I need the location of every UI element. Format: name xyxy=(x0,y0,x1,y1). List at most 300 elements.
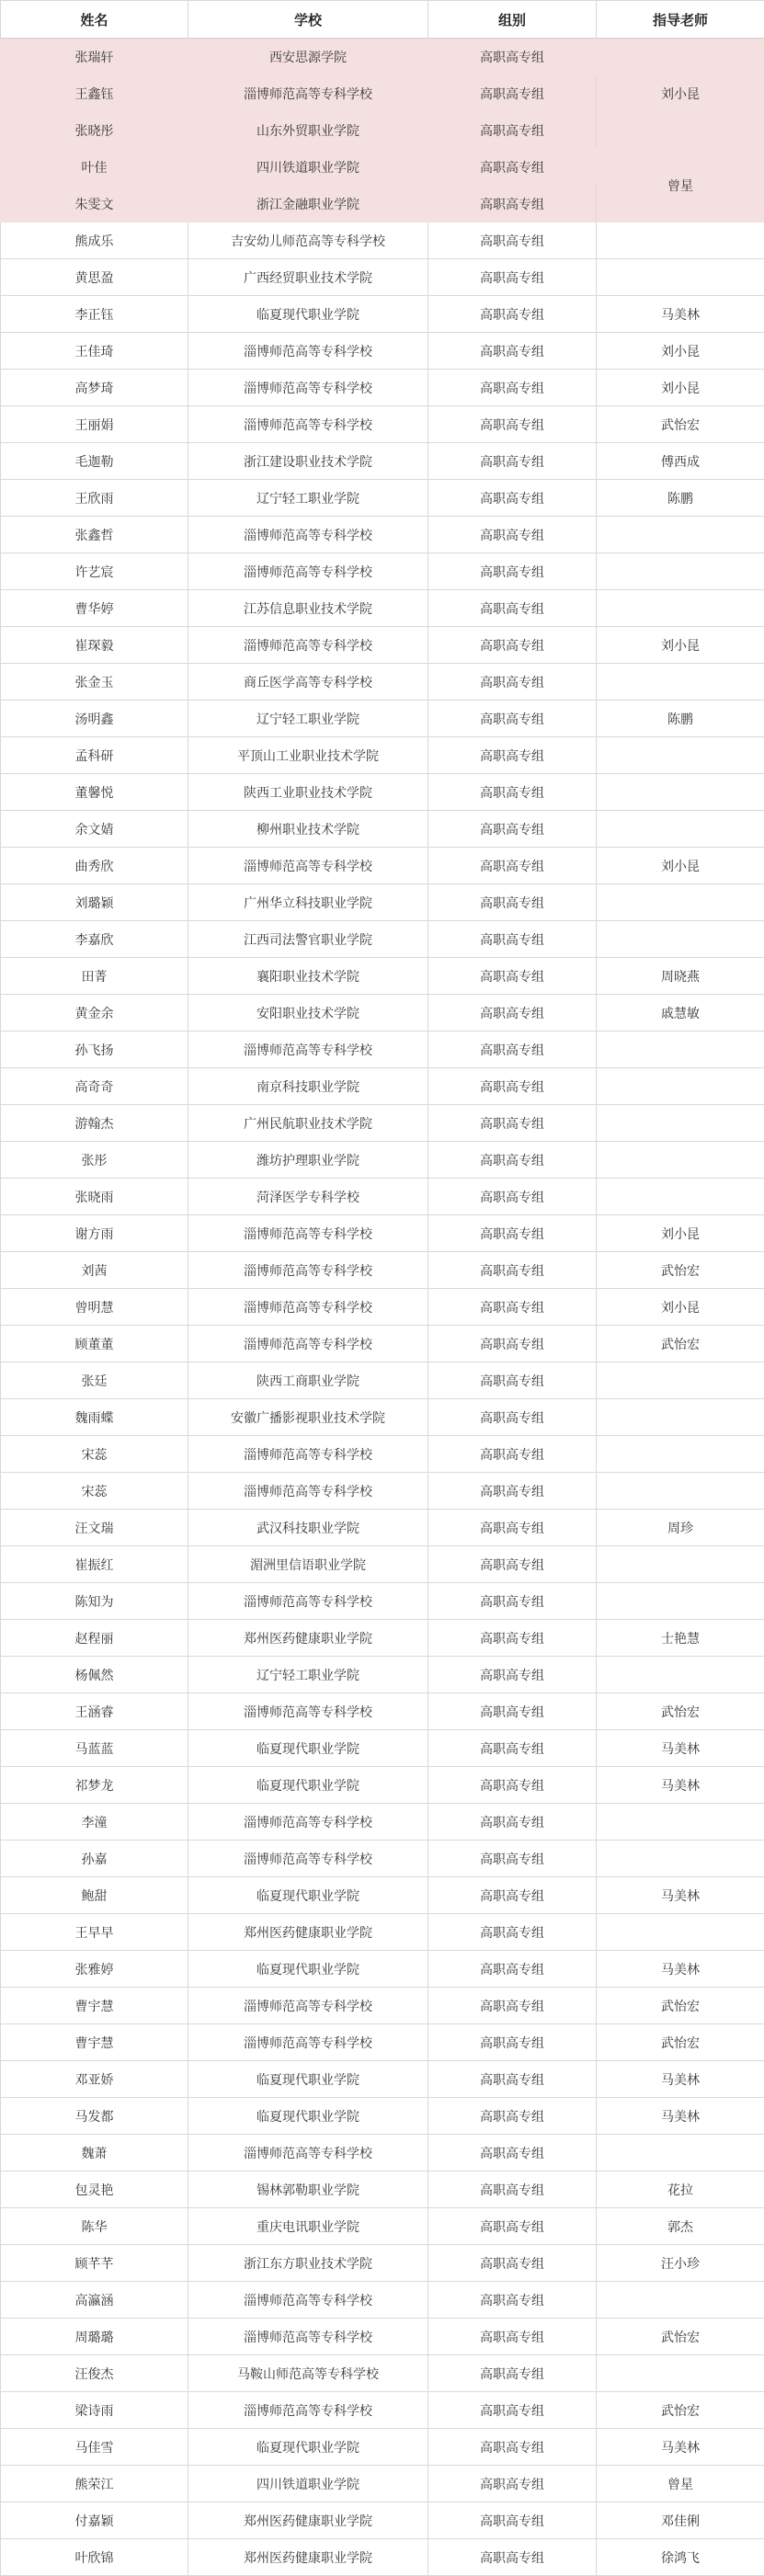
cell-teacher: 马美林 xyxy=(597,1877,764,1914)
table-row xyxy=(1,1068,764,1105)
cell-group: 高职高专组 xyxy=(428,39,597,75)
cell-name: 李潼 xyxy=(1,1804,188,1841)
cell-group: 高职高专组 xyxy=(428,1068,597,1105)
cell-group: 高职高专组 xyxy=(428,1841,597,1877)
cell-school: 四川铁道职业学院 xyxy=(188,2466,428,2502)
cell-school: 淄博师范高等专科学校 xyxy=(188,1032,428,1068)
cell-teacher: 马美林 xyxy=(597,2061,764,2098)
table-row xyxy=(1,2392,764,2429)
cell-name: 曹华婷 xyxy=(1,590,188,627)
cell-teacher xyxy=(597,1362,764,1399)
cell-school: 淄博师范高等专科学校 xyxy=(188,2024,428,2061)
cell-group: 高职高专组 xyxy=(428,1142,597,1179)
cell-name: 崔琛毅 xyxy=(1,627,188,664)
cell-school: 淄博师范高等专科学校 xyxy=(188,2392,428,2429)
cell-school: 西安思源学院 xyxy=(188,39,428,75)
cell-teacher xyxy=(597,774,764,811)
cell-name: 魏萧 xyxy=(1,2135,188,2171)
cell-name: 刘璐颖 xyxy=(1,884,188,921)
cell-school: 淄博师范高等专科学校 xyxy=(188,75,428,112)
cell-name: 宋蕊 xyxy=(1,1473,188,1510)
cell-name: 祁梦龙 xyxy=(1,1767,188,1804)
cell-teacher xyxy=(597,1473,764,1510)
cell-teacher: 马美林 xyxy=(597,1767,764,1804)
cell-name: 宋蕊 xyxy=(1,1436,188,1473)
cell-name: 许艺宸 xyxy=(1,553,188,590)
cell-name: 周璐璐 xyxy=(1,2319,188,2355)
cell-teacher: 马美林 xyxy=(597,2098,764,2135)
table-row xyxy=(1,1988,764,2024)
cell-group: 高职高专组 xyxy=(428,296,597,333)
cell-school: 浙江东方职业技术学院 xyxy=(188,2245,428,2282)
cell-name: 高梦琦 xyxy=(1,370,188,406)
cell-name: 张雅婷 xyxy=(1,1951,188,1988)
cell-group: 高职高专组 xyxy=(428,1546,597,1583)
cell-name: 李嘉欣 xyxy=(1,921,188,958)
cell-teacher xyxy=(597,222,764,259)
table-row xyxy=(1,406,764,443)
cell-group: 高职高专组 xyxy=(428,370,597,406)
table-row xyxy=(1,1032,764,1068)
table-row xyxy=(1,443,764,480)
cell-teacher: 马美林 xyxy=(597,296,764,333)
cell-name: 高奇奇 xyxy=(1,1068,188,1105)
cell-group: 高职高专组 xyxy=(428,1510,597,1546)
table-row xyxy=(1,1510,764,1546)
cell-school: 四川铁道职业学院 xyxy=(188,149,428,186)
table-row xyxy=(1,701,764,737)
cell-school: 郑州医药健康职业学院 xyxy=(188,1620,428,1657)
cell-school: 陕西工业职业技术学院 xyxy=(188,774,428,811)
cell-name: 余文婧 xyxy=(1,811,188,848)
cell-name: 梁诗雨 xyxy=(1,2392,188,2429)
cell-school: 淄博师范高等专科学校 xyxy=(188,406,428,443)
cell-name: 付嘉颖 xyxy=(1,2502,188,2539)
cell-teacher xyxy=(597,1841,764,1877)
cell-school: 武汉科技职业学院 xyxy=(188,1510,428,1546)
cell-teacher: 徐鸿飞 xyxy=(597,2539,764,2576)
cell-name: 赵程丽 xyxy=(1,1620,188,1657)
cell-teacher: 武怡宏 xyxy=(597,2319,764,2355)
cell-group: 高职高专组 xyxy=(428,737,597,774)
table-row xyxy=(1,517,764,553)
cell-group: 高职高专组 xyxy=(428,1362,597,1399)
cell-group: 高职高专组 xyxy=(428,921,597,958)
cell-name: 汪文瑞 xyxy=(1,1510,188,1546)
table-row xyxy=(1,2135,764,2171)
cell-school: 淄博师范高等专科学校 xyxy=(188,1289,428,1326)
cell-teacher: 曾星 xyxy=(597,2466,764,2502)
cell-name: 谢方雨 xyxy=(1,1215,188,1252)
cell-teacher xyxy=(597,1105,764,1142)
cell-group: 高职高专组 xyxy=(428,1436,597,1473)
cell-group: 高职高专组 xyxy=(428,774,597,811)
cell-group: 高职高专组 xyxy=(428,1877,597,1914)
cell-group: 高职高专组 xyxy=(428,1105,597,1142)
cell-teacher xyxy=(597,1914,764,1951)
cell-teacher: 刘小昆 xyxy=(597,848,764,884)
table-row xyxy=(1,1436,764,1473)
cell-group: 高职高专组 xyxy=(428,1583,597,1620)
cell-name: 叶欣锦 xyxy=(1,2539,188,2576)
cell-teacher: 马美林 xyxy=(597,1951,764,1988)
cell-teacher: 刘小昆 xyxy=(597,333,764,370)
cell-group: 高职高专组 xyxy=(428,2061,597,2098)
table-row xyxy=(1,958,764,995)
header-school: 学校 xyxy=(188,1,428,39)
cell-name: 张晓彤 xyxy=(1,112,188,149)
cell-school: 临夏现代职业学院 xyxy=(188,296,428,333)
cell-group: 高职高专组 xyxy=(428,1730,597,1767)
cell-school: 郑州医药健康职业学院 xyxy=(188,2539,428,2576)
cell-school: 淄博师范高等专科学校 xyxy=(188,1473,428,1510)
cell-group: 高职高专组 xyxy=(428,2135,597,2171)
cell-group: 高职高专组 xyxy=(428,664,597,701)
cell-school: 郑州医药健康职业学院 xyxy=(188,1914,428,1951)
cell-name: 王欣雨 xyxy=(1,480,188,517)
cell-name: 陈知为 xyxy=(1,1583,188,1620)
cell-school: 淄博师范高等专科学校 xyxy=(188,517,428,553)
cell-school: 淄博师范高等专科学校 xyxy=(188,1326,428,1362)
cell-teacher: 武怡宏 xyxy=(597,2392,764,2429)
cell-name: 马蓝蓝 xyxy=(1,1730,188,1767)
cell-teacher xyxy=(597,1068,764,1105)
table-row xyxy=(1,2319,764,2355)
cell-teacher: 曾星 xyxy=(597,149,764,222)
cell-teacher xyxy=(597,2135,764,2171)
cell-teacher: 戚慧敏 xyxy=(597,995,764,1032)
table-row xyxy=(1,1179,764,1215)
table-row xyxy=(1,921,764,958)
cell-group: 高职高专组 xyxy=(428,553,597,590)
cell-name: 汤明鑫 xyxy=(1,701,188,737)
cell-name: 马佳雪 xyxy=(1,2429,188,2466)
table-row xyxy=(1,1142,764,1179)
cell-group: 高职高专组 xyxy=(428,259,597,296)
cell-teacher xyxy=(597,2282,764,2319)
cell-teacher: 邓佳俐 xyxy=(597,2502,764,2539)
cell-school: 淄博师范高等专科学校 xyxy=(188,627,428,664)
cell-name: 魏雨蝶 xyxy=(1,1399,188,1436)
cell-name: 马发都 xyxy=(1,2098,188,2135)
table-row xyxy=(1,1289,764,1326)
table-row xyxy=(1,2282,764,2319)
cell-group: 高职高专组 xyxy=(428,333,597,370)
cell-group: 高职高专组 xyxy=(428,75,597,112)
cell-name: 王鑫钰 xyxy=(1,75,188,112)
cell-teacher xyxy=(597,1804,764,1841)
table-row xyxy=(1,627,764,664)
cell-school: 临夏现代职业学院 xyxy=(188,1730,428,1767)
cell-group: 高职高专组 xyxy=(428,2502,597,2539)
cell-group: 高职高专组 xyxy=(428,1473,597,1510)
cell-group: 高职高专组 xyxy=(428,222,597,259)
cell-name: 包灵艳 xyxy=(1,2171,188,2208)
cell-school: 淄博师范高等专科学校 xyxy=(188,1804,428,1841)
cell-teacher: 刘小昆 xyxy=(597,1289,764,1326)
cell-name: 邓亚娇 xyxy=(1,2061,188,2098)
cell-group: 高职高专组 xyxy=(428,2429,597,2466)
cell-school: 南京科技职业学院 xyxy=(188,1068,428,1105)
table-row xyxy=(1,2061,764,2098)
cell-teacher xyxy=(597,553,764,590)
cell-group: 高职高专组 xyxy=(428,701,597,737)
cell-group: 高职高专组 xyxy=(428,2466,597,2502)
cell-group: 高职高专组 xyxy=(428,1399,597,1436)
cell-school: 锡林郭勒职业学院 xyxy=(188,2171,428,2208)
cell-teacher: 武怡宏 xyxy=(597,406,764,443)
cell-school: 马鞍山师范高等专科学校 xyxy=(188,2355,428,2392)
cell-teacher: 花拉 xyxy=(597,2171,764,2208)
table-row xyxy=(1,2208,764,2245)
cell-school: 淄博师范高等专科学校 xyxy=(188,333,428,370)
cell-group: 高职高专组 xyxy=(428,517,597,553)
cell-teacher: 刘小昆 xyxy=(597,39,764,149)
cell-group: 高职高专组 xyxy=(428,1179,597,1215)
cell-name: 王早早 xyxy=(1,1914,188,1951)
cell-school: 淄博师范高等专科学校 xyxy=(188,1693,428,1730)
table-body xyxy=(1,39,764,2576)
cell-teacher: 马美林 xyxy=(597,2429,764,2466)
table-row xyxy=(1,1215,764,1252)
table-row xyxy=(1,259,764,296)
cell-group: 高职高专组 xyxy=(428,1326,597,1362)
cell-group: 高职高专组 xyxy=(428,1914,597,1951)
cell-teacher: 傅西成 xyxy=(597,443,764,480)
header-teacher: 指导老师 xyxy=(597,1,764,39)
cell-name: 董馨悦 xyxy=(1,774,188,811)
cell-group: 高职高专组 xyxy=(428,1693,597,1730)
cell-teacher: 汪小珍 xyxy=(597,2245,764,2282)
header-name: 姓名 xyxy=(1,1,188,39)
cell-school: 临夏现代职业学院 xyxy=(188,2098,428,2135)
cell-group: 高职高专组 xyxy=(428,2245,597,2282)
table-row xyxy=(1,480,764,517)
cell-group: 高职高专组 xyxy=(428,2539,597,2576)
cell-group: 高职高专组 xyxy=(428,2098,597,2135)
cell-teacher: 武怡宏 xyxy=(597,1988,764,2024)
cell-teacher xyxy=(597,1032,764,1068)
table-row xyxy=(1,2355,764,2392)
cell-school: 平顶山工业职业技术学院 xyxy=(188,737,428,774)
table-row xyxy=(1,1693,764,1730)
cell-teacher xyxy=(597,590,764,627)
table-row xyxy=(1,1473,764,1510)
cell-teacher: 武怡宏 xyxy=(597,1326,764,1362)
table-row xyxy=(1,2502,764,2539)
table-row xyxy=(1,1914,764,1951)
table-row xyxy=(1,2171,764,2208)
cell-group: 高职高专组 xyxy=(428,1951,597,1988)
cell-school: 浙江金融职业学院 xyxy=(188,186,428,222)
cell-school: 辽宁轻工职业学院 xyxy=(188,701,428,737)
cell-school: 淄博师范高等专科学校 xyxy=(188,848,428,884)
cell-group: 高职高专组 xyxy=(428,1988,597,2024)
cell-school: 商丘医学高等专科学校 xyxy=(188,664,428,701)
cell-school: 淄博师范高等专科学校 xyxy=(188,553,428,590)
cell-name: 黄思盈 xyxy=(1,259,188,296)
cell-group: 高职高专组 xyxy=(428,149,597,186)
cell-name: 熊荣江 xyxy=(1,2466,188,2502)
cell-name: 张瑞轩 xyxy=(1,39,188,75)
cell-school: 临夏现代职业学院 xyxy=(188,1877,428,1914)
table-header xyxy=(1,1,764,39)
cell-name: 田菁 xyxy=(1,958,188,995)
table-row xyxy=(1,848,764,884)
table-row xyxy=(1,1399,764,1436)
cell-teacher xyxy=(597,884,764,921)
cell-teacher xyxy=(597,517,764,553)
cell-teacher: 士艳慧 xyxy=(597,1620,764,1657)
table-row xyxy=(1,1546,764,1583)
table-row xyxy=(1,1951,764,1988)
cell-school: 淄博师范高等专科学校 xyxy=(188,1988,428,2024)
cell-group: 高职高专组 xyxy=(428,443,597,480)
cell-teacher xyxy=(597,1179,764,1215)
cell-school: 襄阳职业技术学院 xyxy=(188,958,428,995)
table-row xyxy=(1,884,764,921)
cell-group: 高职高专组 xyxy=(428,1215,597,1252)
cell-teacher xyxy=(597,1399,764,1436)
cell-name: 曲秀欣 xyxy=(1,848,188,884)
cell-name: 李正钰 xyxy=(1,296,188,333)
cell-school: 柳州职业技术学院 xyxy=(188,811,428,848)
table-row xyxy=(1,1252,764,1289)
table-row xyxy=(1,774,764,811)
cell-group: 高职高专组 xyxy=(428,1767,597,1804)
cell-school: 广西经贸职业技术学院 xyxy=(188,259,428,296)
table-row xyxy=(1,2098,764,2135)
cell-teacher xyxy=(597,811,764,848)
cell-name: 游翰杰 xyxy=(1,1105,188,1142)
cell-group: 高职高专组 xyxy=(428,2355,597,2392)
cell-school: 淄博师范高等专科学校 xyxy=(188,1436,428,1473)
table-row xyxy=(1,1657,764,1693)
cell-teacher: 周珍 xyxy=(597,1510,764,1546)
cell-school: 淄博师范高等专科学校 xyxy=(188,1583,428,1620)
table-row xyxy=(1,1583,764,1620)
cell-school: 广州华立科技职业学院 xyxy=(188,884,428,921)
cell-teacher xyxy=(597,737,764,774)
cell-group: 高职高专组 xyxy=(428,2319,597,2355)
cell-group: 高职高专组 xyxy=(428,2024,597,2061)
cell-name: 高瀛涵 xyxy=(1,2282,188,2319)
cell-school: 临夏现代职业学院 xyxy=(188,1951,428,1988)
cell-name: 熊成乐 xyxy=(1,222,188,259)
cell-teacher: 武怡宏 xyxy=(597,2024,764,2061)
cell-school: 郑州医药健康职业学院 xyxy=(188,2502,428,2539)
cell-name: 王佳琦 xyxy=(1,333,188,370)
cell-teacher: 郭杰 xyxy=(597,2208,764,2245)
cell-teacher xyxy=(597,259,764,296)
cell-name: 王丽娟 xyxy=(1,406,188,443)
cell-name: 杨佩然 xyxy=(1,1657,188,1693)
cell-school: 江苏信息职业技术学院 xyxy=(188,590,428,627)
cell-group: 高职高专组 xyxy=(428,2208,597,2245)
cell-school: 浙江建设职业技术学院 xyxy=(188,443,428,480)
cell-school: 广州民航职业技术学院 xyxy=(188,1105,428,1142)
table-row xyxy=(1,222,764,259)
cell-teacher: 陈鹏 xyxy=(597,701,764,737)
cell-group: 高职高专组 xyxy=(428,2282,597,2319)
table-row xyxy=(1,811,764,848)
cell-name: 曹宇慧 xyxy=(1,1988,188,2024)
table-row xyxy=(1,995,764,1032)
table-row xyxy=(1,1730,764,1767)
cell-group: 高职高专组 xyxy=(428,848,597,884)
cell-school: 重庆电讯职业学院 xyxy=(188,2208,428,2245)
cell-school: 安徽广播影视职业技术学院 xyxy=(188,1399,428,1436)
cell-school: 江西司法警官职业学院 xyxy=(188,921,428,958)
cell-group: 高职高专组 xyxy=(428,1804,597,1841)
cell-teacher xyxy=(597,2355,764,2392)
cell-name: 曹宇慧 xyxy=(1,2024,188,2061)
cell-school: 辽宁轻工职业学院 xyxy=(188,480,428,517)
cell-name: 孙嘉 xyxy=(1,1841,188,1877)
table-row xyxy=(1,2024,764,2061)
cell-school: 淄博师范高等专科学校 xyxy=(188,1252,428,1289)
cell-school: 潍坊护理职业学院 xyxy=(188,1142,428,1179)
cell-teacher: 周晓燕 xyxy=(597,958,764,995)
cell-teacher: 陈鹏 xyxy=(597,480,764,517)
cell-school: 菏泽医学专科学校 xyxy=(188,1179,428,1215)
table-row xyxy=(1,1362,764,1399)
cell-group: 高职高专组 xyxy=(428,2392,597,2429)
table-row xyxy=(1,2245,764,2282)
table-row xyxy=(1,1767,764,1804)
cell-name: 张金玉 xyxy=(1,664,188,701)
cell-name: 张廷 xyxy=(1,1362,188,1399)
table-row xyxy=(1,1326,764,1362)
cell-school: 临夏现代职业学院 xyxy=(188,2061,428,2098)
cell-group: 高职高专组 xyxy=(428,590,597,627)
cell-teacher xyxy=(597,1657,764,1693)
cell-group: 高职高专组 xyxy=(428,1032,597,1068)
cell-group: 高职高专组 xyxy=(428,1620,597,1657)
table-row xyxy=(1,1841,764,1877)
cell-group: 高职高专组 xyxy=(428,112,597,149)
cell-school: 淄博师范高等专科学校 xyxy=(188,1215,428,1252)
table-row xyxy=(1,370,764,406)
table-row xyxy=(1,296,764,333)
header-group: 组别 xyxy=(428,1,597,39)
cell-name: 张彤 xyxy=(1,1142,188,1179)
table-row xyxy=(1,333,764,370)
cell-teacher xyxy=(597,1436,764,1473)
cell-group: 高职高专组 xyxy=(428,1252,597,1289)
cell-group: 高职高专组 xyxy=(428,480,597,517)
cell-school: 淄博师范高等专科学校 xyxy=(188,2135,428,2171)
cell-name: 叶佳 xyxy=(1,149,188,186)
cell-school: 辽宁轻工职业学院 xyxy=(188,1657,428,1693)
cell-group: 高职高专组 xyxy=(428,406,597,443)
cell-group: 高职高专组 xyxy=(428,1657,597,1693)
cell-name: 毛迦勒 xyxy=(1,443,188,480)
table-row xyxy=(1,1804,764,1841)
cell-teacher: 武怡宏 xyxy=(597,1252,764,1289)
table-row xyxy=(1,1105,764,1142)
cell-teacher xyxy=(597,921,764,958)
team-row xyxy=(1,149,764,186)
cell-name: 张鑫哲 xyxy=(1,517,188,553)
cell-school: 湄洲里信语职业学院 xyxy=(188,1546,428,1583)
cell-name: 王涵睿 xyxy=(1,1693,188,1730)
cell-teacher xyxy=(597,664,764,701)
cell-group: 高职高专组 xyxy=(428,884,597,921)
cell-name: 鲍甜 xyxy=(1,1877,188,1914)
cell-school: 山东外贸职业学院 xyxy=(188,112,428,149)
table-row xyxy=(1,1620,764,1657)
